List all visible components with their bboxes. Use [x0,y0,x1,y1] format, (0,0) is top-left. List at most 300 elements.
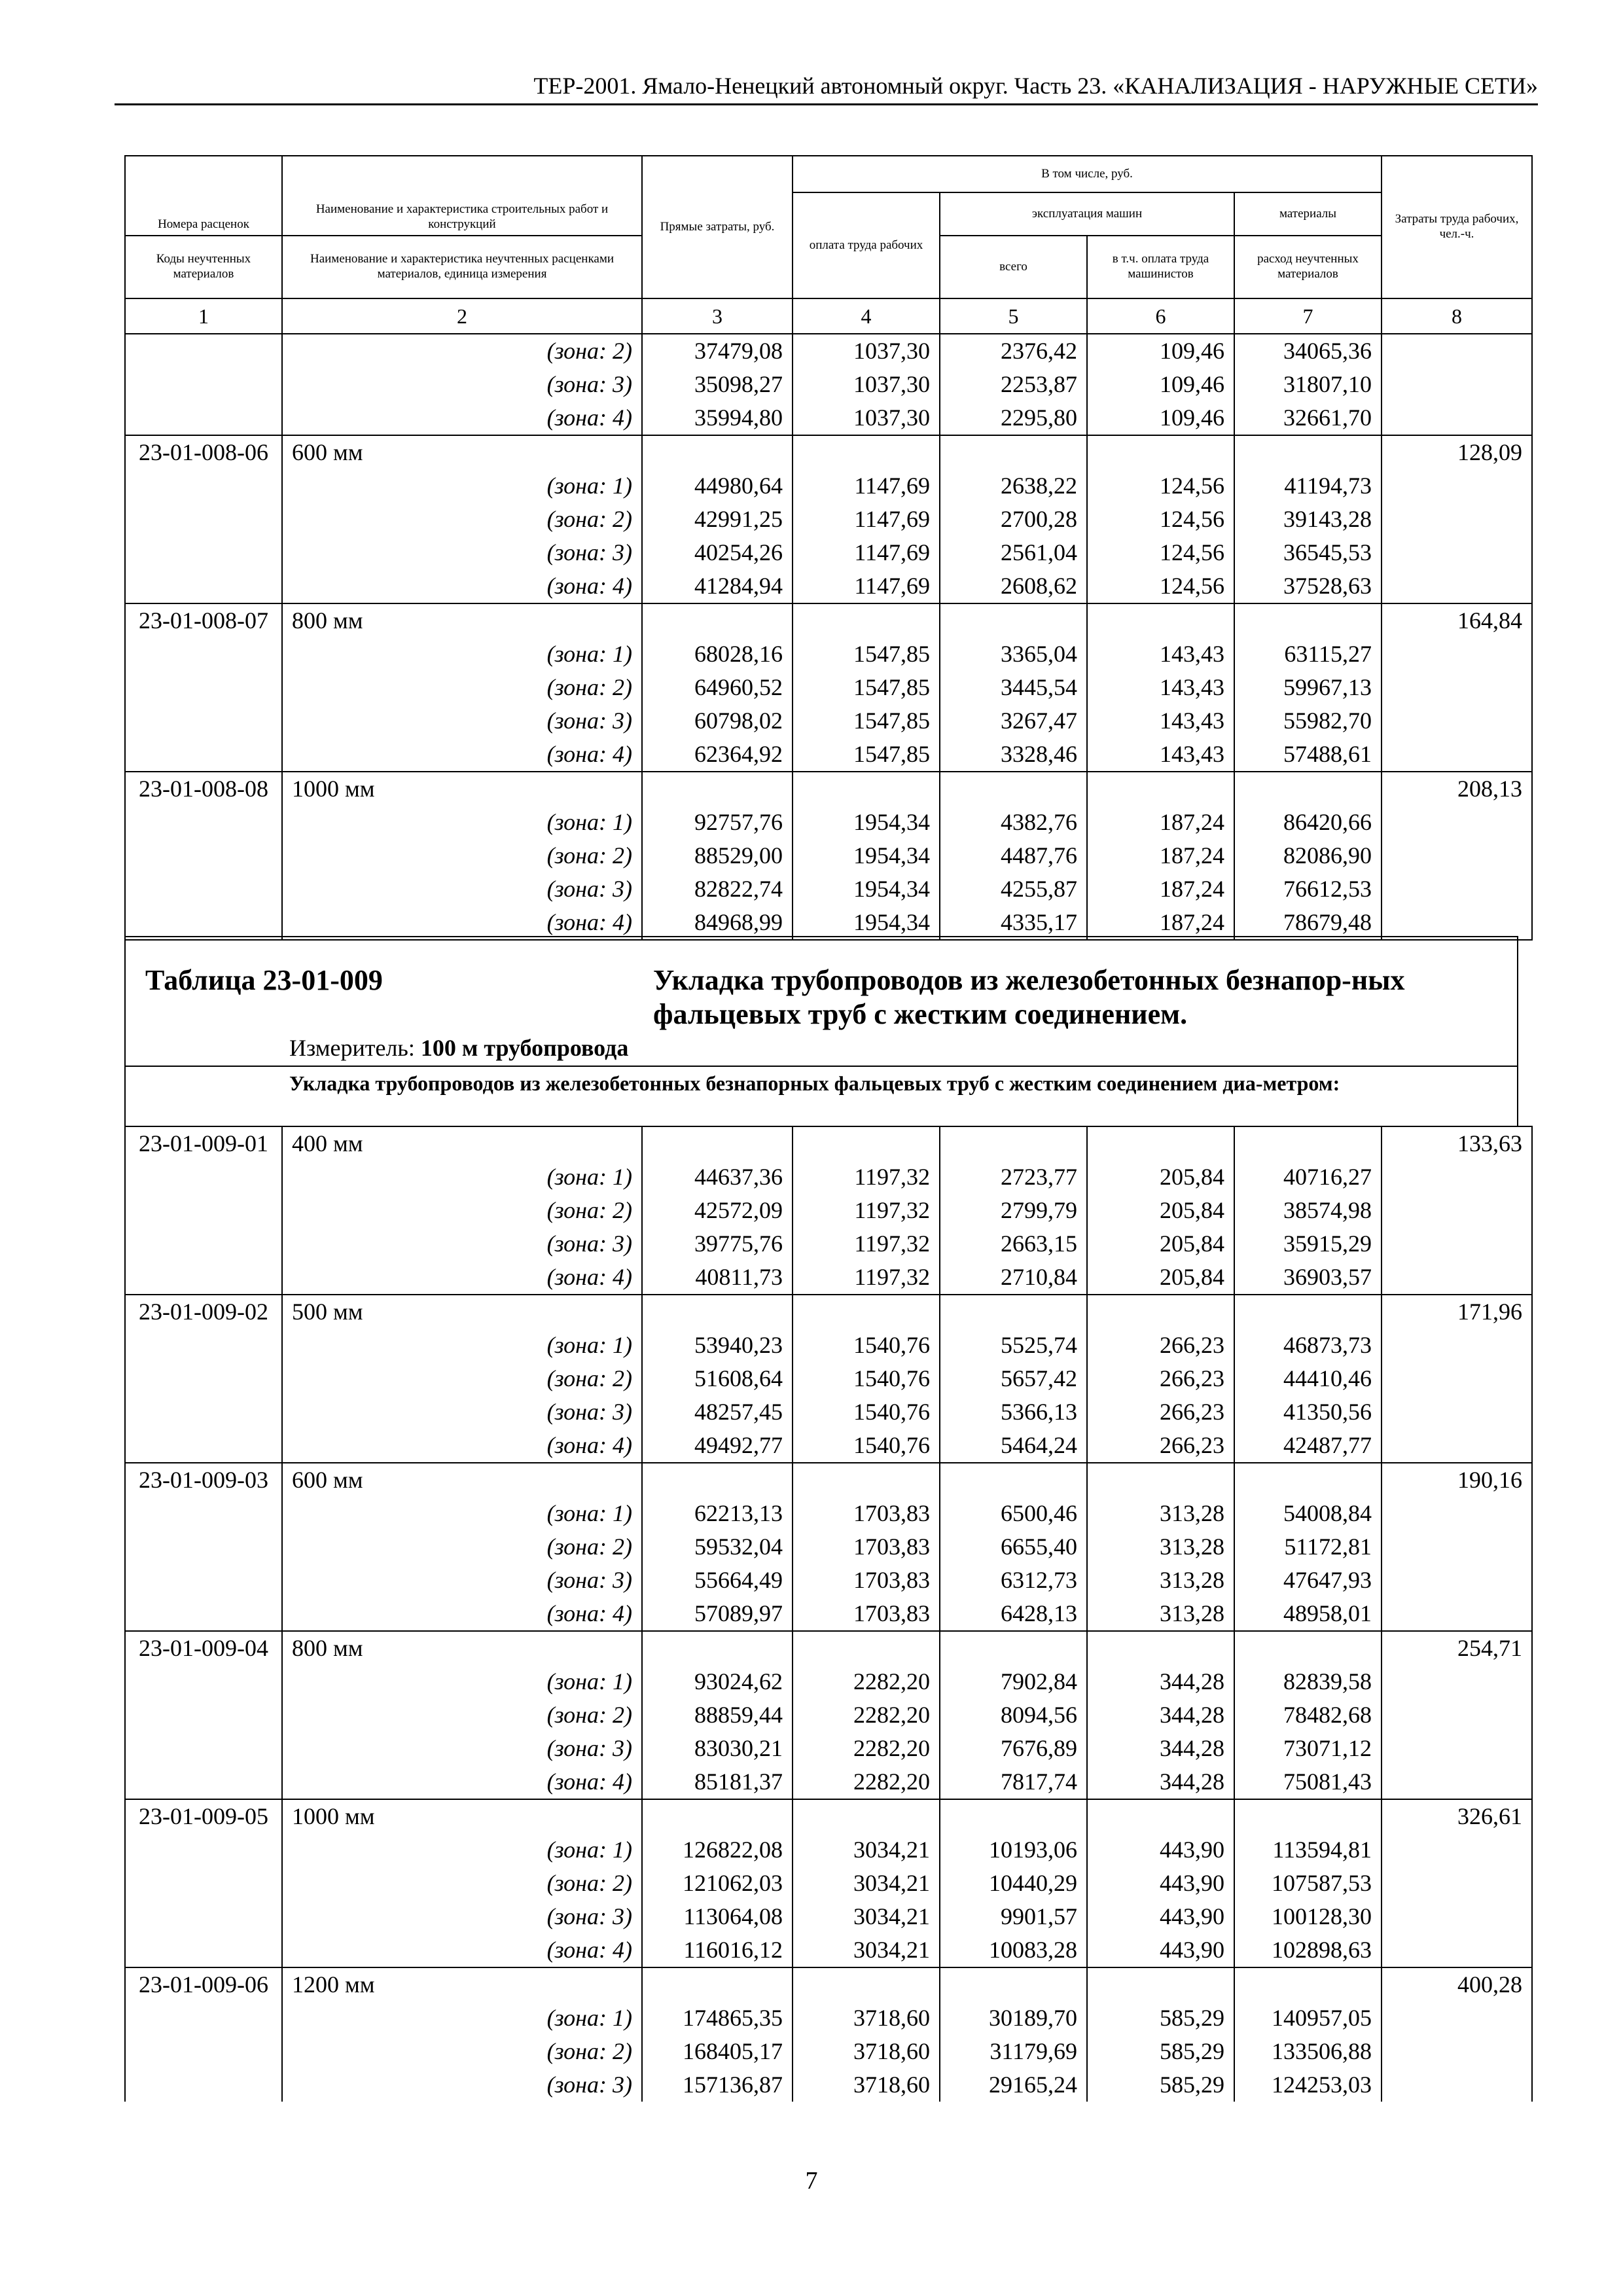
worker-wages: 2282,20 [793,1665,940,1698]
direct-costs: 68028,16 [642,637,793,671]
direct-costs [642,435,793,469]
table-row [125,772,1532,806]
materials-cost: 35915,29 [1234,1227,1382,1261]
zone-label: (зона: 2) [282,503,642,536]
labor-hours [1382,1497,1532,1530]
machinist-wages: 143,43 [1087,704,1234,738]
direct-costs: 126822,08 [642,1833,793,1867]
materials-cost [1234,1967,1382,2001]
zone-label: (зона: 2) [282,2035,642,2068]
materials-cost: 140957,05 [1234,2001,1382,2035]
worker-wages: 1197,32 [793,1261,940,1295]
labor-hours: 254,71 [1382,1631,1532,1665]
materials-cost: 46873,73 [1234,1329,1382,1362]
table-row [125,1698,1532,1732]
worker-wages: 1703,83 [793,1497,940,1530]
machines-total: 10193,06 [940,1833,1087,1867]
materials-cost: 75081,43 [1234,1765,1382,1799]
machines-total: 3267,47 [940,704,1087,738]
work-name: 400 мм [282,1126,642,1160]
rate-code: 23-01-008-07 [125,603,282,637]
work-name: 1000 мм [282,1799,642,1833]
machines-total: 10440,29 [940,1867,1087,1900]
zone-label: (зона: 1) [282,2001,642,2035]
direct-costs [642,1799,793,1833]
worker-wages: 1703,83 [793,1597,940,1631]
worker-wages: 3034,21 [793,1867,940,1900]
rate-code [125,1227,282,1261]
direct-costs: 92757,76 [642,806,793,839]
labor-hours [1382,569,1532,603]
table-row [125,637,1532,671]
zone-label: (зона: 2) [282,1867,642,1900]
measure-unit-value: 100 м трубопровода [420,1035,629,1061]
header-labor: Затраты труда рабочих, чел.-ч. [1382,156,1532,298]
rate-code [125,1765,282,1799]
machinist-wages: 313,28 [1087,1597,1234,1631]
rate-code [125,1395,282,1429]
rates-table-009 [124,1126,1533,2102]
rate-code [125,637,282,671]
zone-label: (зона: 3) [282,2068,642,2102]
page-header-title: ТЕР-2001. Ямало-Ненецкий автономный округ. Часть 23. «КАНАЛИЗАЦИЯ - НАРУЖНЫЕ СЕТИ» [533,73,1538,99]
direct-costs: 48257,45 [642,1395,793,1429]
rate-code [125,704,282,738]
zone-label: (зона: 3) [282,1564,642,1597]
materials-cost: 40716,27 [1234,1160,1382,1194]
zone-label: (зона: 3) [282,1732,642,1765]
labor-hours [1382,806,1532,839]
rate-code [125,1160,282,1194]
work-name: 600 мм [282,435,642,469]
materials-cost: 47647,93 [1234,1564,1382,1597]
table-row [125,704,1532,738]
materials-cost: 54008,84 [1234,1497,1382,1530]
labor-hours [1382,503,1532,536]
work-name: 800 мм [282,1631,642,1665]
header-machines-total: всего [940,236,1087,298]
direct-costs: 116016,12 [642,1933,793,1967]
labor-hours [1382,1261,1532,1295]
machines-total: 31179,69 [940,2035,1087,2068]
machinist-wages [1087,603,1234,637]
worker-wages [793,603,940,637]
table-row [125,603,1532,637]
direct-costs: 84968,99 [642,906,793,940]
direct-costs: 82822,74 [642,872,793,906]
worker-wages [793,1631,940,1665]
materials-cost: 42487,77 [1234,1429,1382,1463]
machines-total: 5525,74 [940,1329,1087,1362]
header-rule [115,103,1538,105]
labor-hours [1382,1867,1532,1900]
labor-hours [1382,1395,1532,1429]
zone-label: (зона: 1) [282,469,642,503]
rate-code [125,1833,282,1867]
rate-code [125,569,282,603]
direct-costs [642,1126,793,1160]
header-wages: оплата труда рабочих [793,192,940,298]
labor-hours [1382,906,1532,940]
rate-code [125,872,282,906]
worker-wages: 3718,60 [793,2001,940,2035]
machines-total [940,1295,1087,1329]
labor-hours [1382,2035,1532,2068]
machines-total [940,772,1087,806]
machines-total: 2700,28 [940,503,1087,536]
rate-code: 23-01-009-06 [125,1967,282,2001]
labor-hours [1382,738,1532,772]
table-row [125,503,1532,536]
table-row [125,738,1532,772]
worker-wages: 1703,83 [793,1564,940,1597]
direct-costs: 53940,23 [642,1329,793,1362]
work-name: 1000 мм [282,772,642,806]
table-row [125,1867,1532,1900]
machinist-wages: 205,84 [1087,1160,1234,1194]
rate-code [125,1194,282,1227]
zone-label: (зона: 4) [282,738,642,772]
direct-costs: 121062,03 [642,1867,793,1900]
machinist-wages: 143,43 [1087,671,1234,704]
machinist-wages: 109,46 [1087,334,1234,368]
machinist-wages: 205,84 [1087,1261,1234,1295]
table-row [125,1295,1532,1329]
rate-code: 23-01-008-08 [125,772,282,806]
materials-cost: 38574,98 [1234,1194,1382,1227]
table-row [125,334,1532,368]
labor-hours [1382,1597,1532,1631]
labor-hours [1382,1933,1532,1967]
table-row [125,1329,1532,1362]
table-row [125,1564,1532,1597]
rate-code [125,1900,282,1933]
worker-wages: 1147,69 [793,536,940,569]
direct-costs [642,772,793,806]
table-row [125,1362,1532,1395]
rate-code: 23-01-009-02 [125,1295,282,1329]
worker-wages [793,1967,940,2001]
machinist-wages: 443,90 [1087,1867,1234,1900]
machinist-wages [1087,1631,1234,1665]
machines-total: 7902,84 [940,1665,1087,1698]
machinist-wages [1087,1799,1234,1833]
column-number: 3 [642,298,793,334]
machines-total: 6500,46 [940,1497,1087,1530]
materials-cost: 32661,70 [1234,401,1382,435]
machines-total: 2253,87 [940,368,1087,401]
table-row [125,1933,1532,1967]
table-row [125,2035,1532,2068]
table-row [125,1799,1532,1833]
table-row [125,1597,1532,1631]
table-row [125,401,1532,435]
labor-hours [1382,637,1532,671]
labor-hours [1382,1429,1532,1463]
direct-costs: 35098,27 [642,368,793,401]
rate-code [125,2035,282,2068]
direct-costs: 93024,62 [642,1665,793,1698]
machinist-wages: 313,28 [1087,1497,1234,1530]
direct-costs [642,1967,793,2001]
labor-hours [1382,704,1532,738]
zone-label: (зона: 2) [282,839,642,872]
table-row [125,1160,1532,1194]
table-title: Укладка трубопроводов из железобетонных безнапор-ных фальцевых труб с жестким соединением. [653,964,1405,1030]
materials-cost: 48958,01 [1234,1597,1382,1631]
materials-cost: 133506,88 [1234,2035,1382,2068]
zone-label: (зона: 4) [282,906,642,940]
machinist-wages: 187,24 [1087,906,1234,940]
labor-hours: 208,13 [1382,772,1532,806]
worker-wages [793,1126,940,1160]
measure-unit-line [289,1034,628,1062]
zone-label: (зона: 3) [282,1395,642,1429]
zone-label: (зона: 4) [282,1597,642,1631]
zone-label: (зона: 2) [282,334,642,368]
worker-wages: 1147,69 [793,503,940,536]
machines-total: 4382,76 [940,806,1087,839]
worker-wages: 1954,34 [793,906,940,940]
zone-label: (зона: 2) [282,671,642,704]
machinist-wages: 585,29 [1087,2001,1234,2035]
worker-wages: 1037,30 [793,334,940,368]
table-row [125,671,1532,704]
machines-total [940,1799,1087,1833]
labor-hours [1382,2068,1532,2102]
page-number: 7 [805,2167,818,2195]
direct-costs: 35994,80 [642,401,793,435]
labor-hours [1382,368,1532,401]
worker-wages: 1547,85 [793,637,940,671]
materials-cost: 57488,61 [1234,738,1382,772]
rate-code [125,368,282,401]
work-name: 600 мм [282,1463,642,1497]
machinist-wages: 143,43 [1087,637,1234,671]
machines-total: 4487,76 [940,839,1087,872]
machinist-wages: 266,23 [1087,1362,1234,1395]
machinist-wages [1087,772,1234,806]
labor-hours [1382,1665,1532,1698]
table-row [125,469,1532,503]
labor-hours [1382,1732,1532,1765]
rate-code: 23-01-008-06 [125,435,282,469]
labor-hours: 400,28 [1382,1967,1532,2001]
materials-cost [1234,603,1382,637]
rate-code [125,1867,282,1900]
machines-total: 2799,79 [940,1194,1087,1227]
worker-wages: 1954,34 [793,839,940,872]
table-subtitle: Укладка трубопроводов из железобетонных безнапорных фальцевых труб с жестким соединением диа-метром: [289,1071,1340,1095]
machinist-wages: 266,23 [1087,1395,1234,1429]
materials-cost [1234,1463,1382,1497]
labor-hours [1382,469,1532,503]
rate-code [125,1329,282,1362]
rate-code [125,1933,282,1967]
machinist-wages: 205,84 [1087,1227,1234,1261]
machinist-wages [1087,435,1234,469]
materials-cost: 73071,12 [1234,1732,1382,1765]
machinist-wages: 109,46 [1087,368,1234,401]
table-row [125,1497,1532,1530]
rate-code [125,1261,282,1295]
materials-cost [1234,1126,1382,1160]
rate-code: 23-01-009-04 [125,1631,282,1665]
table-row [125,1732,1532,1765]
machines-total: 2663,15 [940,1227,1087,1261]
machinist-wages: 344,28 [1087,1765,1234,1799]
labor-hours [1382,1900,1532,1933]
rate-code [125,1362,282,1395]
materials-cost: 44410,46 [1234,1362,1382,1395]
machines-total: 29165,24 [940,2068,1087,2102]
machines-total: 7676,89 [940,1732,1087,1765]
header-materials-unaccounted: расход неучтенных материалов [1234,236,1382,298]
direct-costs: 88859,44 [642,1698,793,1732]
column-number: 5 [940,298,1087,334]
rate-code [125,738,282,772]
materials-cost: 102898,63 [1234,1933,1382,1967]
machinist-wages [1087,1463,1234,1497]
materials-cost [1234,435,1382,469]
worker-wages: 1540,76 [793,1429,940,1463]
zone-label: (зона: 2) [282,1698,642,1732]
zone-label: (зона: 3) [282,1900,642,1933]
labor-hours [1382,1194,1532,1227]
zone-label: (зона: 1) [282,1665,642,1698]
table-row [125,1429,1532,1463]
rate-code [125,1497,282,1530]
labor-hours [1382,839,1532,872]
machines-total: 30189,70 [940,2001,1087,2035]
rate-code [125,469,282,503]
machines-total: 6428,13 [940,1597,1087,1631]
materials-cost: 34065,36 [1234,334,1382,368]
measure-unit-prefix: Измеритель: [289,1035,421,1061]
column-number: 2 [282,298,642,334]
machines-total: 2638,22 [940,469,1087,503]
table-label: Таблица 23-01-009 [145,964,383,996]
direct-costs: 49492,77 [642,1429,793,1463]
labor-hours [1382,1530,1532,1564]
labor-hours [1382,2001,1532,2035]
worker-wages: 1147,69 [793,469,940,503]
table-row [125,1765,1532,1799]
direct-costs: 51608,64 [642,1362,793,1395]
materials-cost: 100128,30 [1234,1900,1382,1933]
worker-wages: 2282,20 [793,1732,940,1765]
direct-costs: 83030,21 [642,1732,793,1765]
direct-costs: 41284,94 [642,569,793,603]
worker-wages: 3718,60 [793,2068,940,2102]
labor-hours [1382,1329,1532,1362]
work-name: 500 мм [282,1295,642,1329]
machines-total [940,1967,1087,2001]
labor-hours [1382,1698,1532,1732]
direct-costs: 42991,25 [642,503,793,536]
machinist-wages: 187,24 [1087,872,1234,906]
zone-label: (зона: 4) [282,1429,642,1463]
worker-wages: 1197,32 [793,1194,940,1227]
zone-label: (зона: 4) [282,1261,642,1295]
direct-costs [642,1295,793,1329]
zone-label: (зона: 4) [282,401,642,435]
zone-label: (зона: 3) [282,536,642,569]
direct-costs: 42572,09 [642,1194,793,1227]
machinist-wages: 344,28 [1087,1665,1234,1698]
labor-hours [1382,536,1532,569]
labor-hours [1382,401,1532,435]
machines-total: 3365,04 [940,637,1087,671]
machines-total: 6312,73 [940,1564,1087,1597]
work-name: 1200 мм [282,1967,642,2001]
labor-hours [1382,872,1532,906]
zone-label: (зона: 1) [282,637,642,671]
machines-total: 4335,17 [940,906,1087,940]
rate-code: 23-01-009-05 [125,1799,282,1833]
worker-wages [793,1463,940,1497]
machines-total [940,1463,1087,1497]
labor-hours [1382,1160,1532,1194]
table-row [125,839,1532,872]
rate-code [125,2001,282,2035]
header-machines: эксплуатация машин [940,192,1234,236]
machinist-wages: 266,23 [1087,1329,1234,1362]
labor-hours: 128,09 [1382,435,1532,469]
materials-cost: 63115,27 [1234,637,1382,671]
machines-total [940,603,1087,637]
rate-code [125,1665,282,1698]
header-direct-costs: Прямые затраты, руб. [642,156,793,298]
direct-costs: 113064,08 [642,1900,793,1933]
worker-wages: 3034,21 [793,1900,940,1933]
table-row [125,1665,1532,1698]
zone-label: (зона: 4) [282,1765,642,1799]
worker-wages: 1547,85 [793,704,940,738]
direct-costs [642,1463,793,1497]
worker-wages: 1037,30 [793,401,940,435]
direct-costs: 57089,97 [642,1597,793,1631]
zone-label: (зона: 3) [282,368,642,401]
machinist-wages: 313,28 [1087,1530,1234,1564]
table-row [125,1530,1532,1564]
materials-cost: 36545,53 [1234,536,1382,569]
table-title-block [124,936,1518,1066]
materials-cost: 31807,10 [1234,368,1382,401]
worker-wages [793,435,940,469]
materials-cost: 113594,81 [1234,1833,1382,1867]
direct-costs: 85181,37 [642,1765,793,1799]
materials-cost: 37528,63 [1234,569,1382,603]
direct-costs: 44980,64 [642,469,793,503]
header-code-top: Номера расценок [125,156,282,236]
machines-total: 2376,42 [940,334,1087,368]
table-row [125,1900,1532,1933]
machines-total: 2561,04 [940,536,1087,569]
direct-costs: 39775,76 [642,1227,793,1261]
table-row [125,569,1532,603]
rate-code [125,1564,282,1597]
machines-total: 10083,28 [940,1933,1087,1967]
rate-code [125,671,282,704]
labor-hours [1382,1362,1532,1395]
machinist-wages: 143,43 [1087,738,1234,772]
worker-wages: 3034,21 [793,1933,940,1967]
table-row [125,1261,1532,1295]
materials-cost: 59967,13 [1234,671,1382,704]
machinist-wages: 124,56 [1087,569,1234,603]
labor-hours [1382,1833,1532,1867]
